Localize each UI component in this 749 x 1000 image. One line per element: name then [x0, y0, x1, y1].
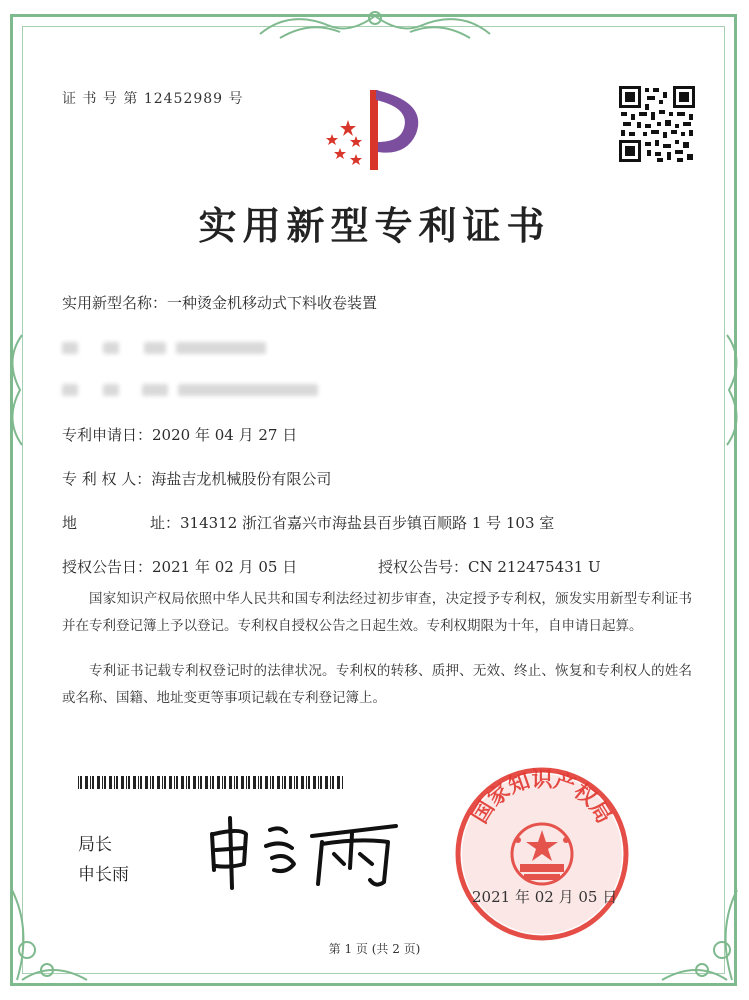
- page-number: 第 1 页 (共 2 页): [328, 942, 421, 956]
- seal-text: 国家知识产权局: [467, 767, 617, 828]
- certificate-number-label: 证 书 号 第: [62, 91, 139, 107]
- grant-number-label: 授权公告号：: [378, 558, 469, 576]
- address: 314312 浙江省嘉兴市海盐县百步镇百顺路 1 号 103 室: [180, 514, 555, 532]
- bottom-left-ornament-icon: [2, 880, 92, 990]
- certificate-number: 12452989: [143, 91, 224, 107]
- patentee-label: 专 利 权 人：: [62, 470, 152, 488]
- grant-date: 2021 年 02 月 05 日: [152, 558, 298, 576]
- top-ornament-icon: [250, 4, 500, 42]
- utility-model-name-label: 实用新型名称：: [62, 294, 168, 312]
- official-seal-icon: [452, 764, 632, 944]
- redacted-row-2: [62, 380, 318, 398]
- bottom-right-ornament-icon: [657, 880, 747, 990]
- utility-model-name: 一种烫金机移动式下料收卷装置: [167, 294, 378, 312]
- qr-code-icon: [619, 86, 695, 162]
- address-label-start: 地: [62, 514, 78, 532]
- certificate-title: 实用新型专利证书: [198, 204, 551, 248]
- grant-number: CN 212475431 U: [468, 558, 601, 576]
- redacted-row-1: [62, 338, 266, 356]
- address-label-end: 址：: [150, 514, 181, 532]
- director-name: 申长雨: [78, 865, 129, 885]
- grant-number-row: [378, 556, 601, 577]
- grant-date-label: 授权公告日：: [62, 558, 153, 576]
- application-date: 2020 年 04 月 27 日: [152, 426, 298, 444]
- body-paragraph-1: 国家知识产权局依照中华人民共和国专利法经过初步审查，决定授予专利权，颁发实用新型专利证书并在专利登记簿上予以登记。专利权自授权公告之日起生效。专利权期限为十年，自申请日起算。: [62, 591, 692, 634]
- patent-office-logo-icon: [318, 82, 428, 174]
- right-ornament-icon: [719, 330, 747, 450]
- grant-date-row: [62, 556, 297, 577]
- certificate-number-line: [62, 88, 244, 108]
- patentee-row: [62, 468, 331, 489]
- seal-date: 2021 年 02 月 05 日: [472, 888, 618, 906]
- director-position: 局长: [78, 835, 112, 855]
- application-date-row: [62, 424, 297, 445]
- certificate-number-suffix: 号: [228, 91, 244, 107]
- left-ornament-icon: [2, 330, 30, 450]
- barcode-icon: [78, 776, 346, 789]
- director-signature-icon: [200, 812, 410, 892]
- address-row: [62, 512, 554, 533]
- body-paragraph-2: 专利证书记载专利权登记时的法律状况。专利权的转移、质押、无效、终止、恢复和专利权人的姓名或名称、国籍、地址变更等事项记载在专利登记簿上。: [62, 663, 692, 706]
- application-date-label: 专利申请日：: [62, 426, 153, 444]
- patentee: 海盐吉龙机械股份有限公司: [151, 470, 332, 488]
- utility-model-name-row: [62, 292, 377, 313]
